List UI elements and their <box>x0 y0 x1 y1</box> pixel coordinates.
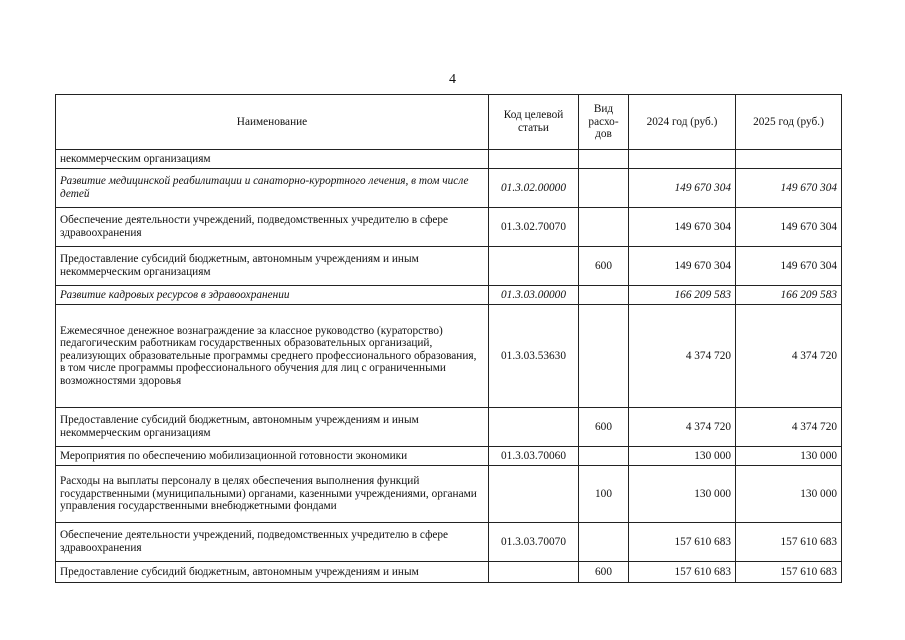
cell-type <box>579 150 629 169</box>
budget-table <box>55 94 842 583</box>
cell-type: 100 <box>579 466 629 523</box>
table-row <box>56 305 842 408</box>
cell-code <box>489 466 579 523</box>
cell-name: Мероприятия по обеспечению мобилизационной готовности экономики <box>56 447 489 466</box>
cell-code: 01.3.03.70060 <box>489 447 579 466</box>
cell-2024: 4 374 720 <box>629 305 736 408</box>
header-2024: 2024 год (руб.) <box>629 95 736 150</box>
cell-name: Расходы на выплаты персоналу в целях обеспечения выполнения функций государственными (муниципальными) органами, казенными учреждениями, органами управления государственными внебюджетными фондами <box>56 466 489 523</box>
cell-type <box>579 286 629 305</box>
cell-name: Ежемесячное денежное вознаграждение за классное руководство (кураторство) педагогическим работникам государственных образовательных организаций, реализующих образовательные программы среднего профессионального образования, в том числе программы профессионального обучения для лиц с ограниченными возможностями здоровья <box>56 305 489 408</box>
header-code: Код целевой статьи <box>489 95 579 150</box>
cell-name: Развитие кадровых ресурсов в здравоохранении <box>56 286 489 305</box>
cell-code: 01.3.03.70070 <box>489 523 579 562</box>
cell-name: некоммерческим организациям <box>56 150 489 169</box>
cell-code: 01.3.03.00000 <box>489 286 579 305</box>
cell-2025: 149 670 304 <box>736 208 842 247</box>
cell-code <box>489 408 579 447</box>
cell-name: Обеспечение деятельности учреждений, подведомственных учредителю в сфере здравоохранения <box>56 208 489 247</box>
cell-name: Предоставление субсидий бюджетным, автономным учреждениям и иным <box>56 562 489 583</box>
cell-2024: 166 209 583 <box>629 286 736 305</box>
cell-type <box>579 169 629 208</box>
cell-2025: 157 610 683 <box>736 562 842 583</box>
cell-2024: 130 000 <box>629 447 736 466</box>
table-row <box>56 466 842 523</box>
cell-type: 600 <box>579 562 629 583</box>
cell-2025: 4 374 720 <box>736 305 842 408</box>
header-2025: 2025 год (руб.) <box>736 95 842 150</box>
cell-2025: 157 610 683 <box>736 523 842 562</box>
cell-2024: 4 374 720 <box>629 408 736 447</box>
cell-name: Развитие медицинской реабилитации и санаторно-курортного лечения, в том числе детей <box>56 169 489 208</box>
table-row <box>56 408 842 447</box>
table-row <box>56 562 842 583</box>
table-row <box>56 208 842 247</box>
cell-2024: 130 000 <box>629 466 736 523</box>
cell-type <box>579 305 629 408</box>
cell-2024: 149 670 304 <box>629 208 736 247</box>
cell-2024 <box>629 150 736 169</box>
cell-code: 01.3.02.70070 <box>489 208 579 247</box>
header-name: Наименование <box>56 95 489 150</box>
cell-2024: 149 670 304 <box>629 247 736 286</box>
cell-2025: 4 374 720 <box>736 408 842 447</box>
cell-2024: 157 610 683 <box>629 562 736 583</box>
cell-name: Обеспечение деятельности учреждений, подведомственных учредителю в сфере здравоохранения <box>56 523 489 562</box>
table-row <box>56 169 842 208</box>
table-row <box>56 150 842 169</box>
cell-code <box>489 247 579 286</box>
header-type: Вид расхо-дов <box>579 95 629 150</box>
table-row <box>56 247 842 286</box>
cell-code <box>489 562 579 583</box>
table-row <box>56 286 842 305</box>
cell-name: Предоставление субсидий бюджетным, автономным учреждениям и иным некоммерческим организациям <box>56 408 489 447</box>
cell-2025 <box>736 150 842 169</box>
cell-2025: 130 000 <box>736 466 842 523</box>
cell-type <box>579 523 629 562</box>
page-number: 4 <box>449 72 456 87</box>
cell-code: 01.3.03.53630 <box>489 305 579 408</box>
cell-2024: 149 670 304 <box>629 169 736 208</box>
cell-2025: 149 670 304 <box>736 169 842 208</box>
cell-type: 600 <box>579 408 629 447</box>
cell-code <box>489 150 579 169</box>
cell-type <box>579 208 629 247</box>
table-body <box>56 150 842 583</box>
cell-2025: 166 209 583 <box>736 286 842 305</box>
table-row <box>56 447 842 466</box>
cell-2024: 157 610 683 <box>629 523 736 562</box>
cell-code: 01.3.02.00000 <box>489 169 579 208</box>
cell-name: Предоставление субсидий бюджетным, автономным учреждениям и иным некоммерческим организациям <box>56 247 489 286</box>
cell-type <box>579 447 629 466</box>
cell-2025: 130 000 <box>736 447 842 466</box>
cell-2025: 149 670 304 <box>736 247 842 286</box>
table-header-row <box>56 95 842 150</box>
cell-type: 600 <box>579 247 629 286</box>
table-row <box>56 523 842 562</box>
